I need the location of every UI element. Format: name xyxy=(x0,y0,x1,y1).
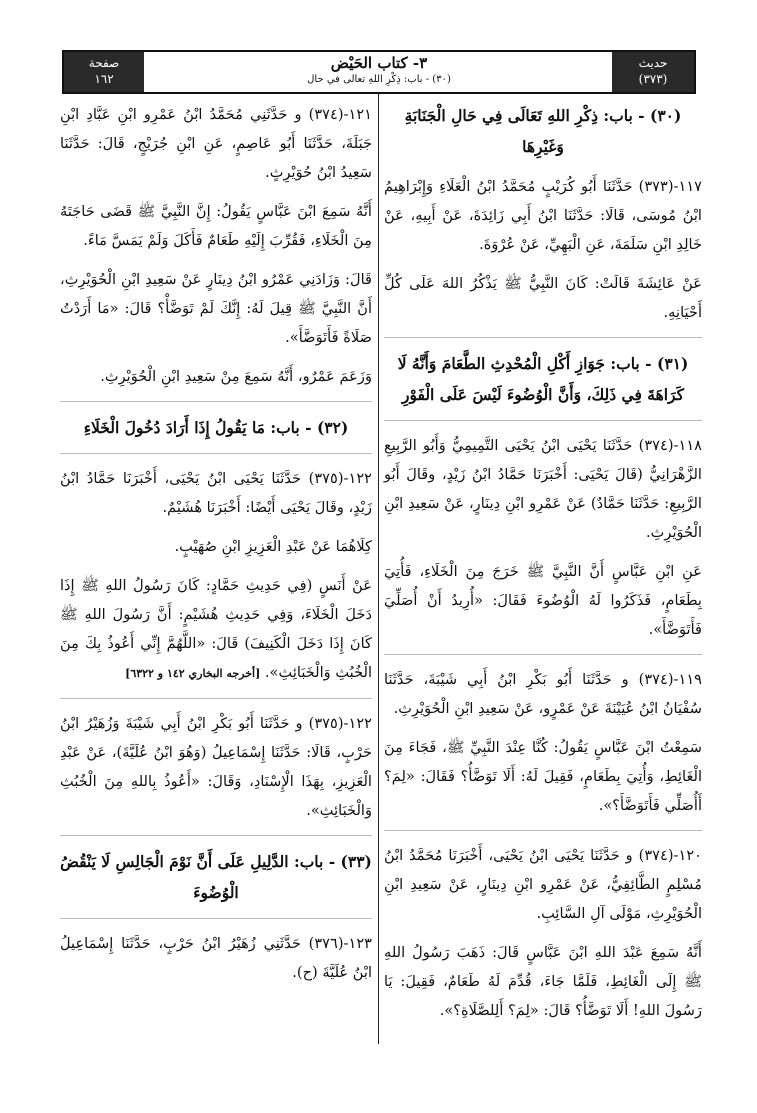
chapter-heading-33: (٣٣) - باب: الدَّلِيلِ عَلَى أَنَّ نَوْمَ الْجَالِسِ لَا يَنْقُضُ الْوُضُوءَ xyxy=(60,852,372,902)
separator xyxy=(384,830,702,831)
chapter-heading-32: (٣٢) - باب: مَا يَقُولُ إِذَا أَرَادَ دُخُولَ الْخَلَاءِ xyxy=(83,418,349,437)
separator xyxy=(60,453,372,454)
hadith-120-matn: أَنَّهُ سَمِعَ عَبْدَ اللهِ ابْنَ عَبَّاسٍ قَالَ: ذَهَبَ رَسُولُ اللهِ ﷺ إِلَى الْغَائِطِ، فَلَمَّا جَاءَ، قُدِّمَ لَهُ طَعَامٌ، فَقِيلَ: يَا رَسُولَ اللهِ! أَلَا تَوَضَّأُ؟ قَالَ: «لِمَ؟ أَلِلصَّلَاةِ؟». xyxy=(384,944,702,1019)
chapter-heading-31: (٣١) - باب: جَوَازِ أَكْلِ الْمُحْدِثِ الطَّعَامَ وَأَنَّهُ لَا كَرَاهَةَ فِي ذَلِكَ، وَأَنَّ الْوُضُوءَ لَيْسَ عَلَى الْفَوْرِ xyxy=(397,354,689,404)
hadith-119-isnad: ١١٩-(٣٧٤) و حَدَّثَنَا أَبُو بَكْرِ ابْنُ أَبِي شَيْبَةَ، حَدَّثَنَا سُفْيَانُ ابْنُ عُيَيْنَةَ عَنْ عَمْرٍو، عَنْ سَعِيدِ ابْنِ الْحُوَيْرِثِ. xyxy=(384,671,702,717)
page-header xyxy=(62,50,696,94)
hadith-number-box xyxy=(612,52,694,92)
right-column xyxy=(384,100,702,1035)
column-divider xyxy=(378,94,379,1044)
hadith-122-both: كِلَاهُمَا عَنْ عَبْدِ الْعَزِيزِ ابْنِ صُهَيْبٍ. xyxy=(174,538,372,555)
separator xyxy=(384,654,702,655)
separator xyxy=(384,337,702,338)
hadith-122-matn-text: عَنْ أَنَسٍ (فِي حَدِيثِ حَمَّادٍ: كَانَ رَسُولُ اللهِ ﷺ إِذَا دَخَلَ الْخَلَاءَ، وَفِي حَدِيثِ هُشَيْمٍ: أَنَّ رَسُولَ اللهِ ﷺ كَانَ إِذَا دَخَلَ الْكَنِيفَ) قَالَ: «اللَّهُمَّ إِنِّي أَعُوذُ بِكَ مِنَ الْخُبُثِ وَالْخَبَائِثِ». xyxy=(60,577,372,681)
hadith-117-matn: عَنْ عَائِشَةَ قَالَتْ: كَانَ النَّبِيُّ ﷺ يَذْكُرُ اللهَ عَلَى كُلِّ أَحْيَانِهِ. xyxy=(384,275,702,321)
chapter-heading-30: (٣٠) - باب: ذِكْرِ اللهِ تَعَالَى فِي حَالِ الْجَنَابَةِ وَغَيْرِهَا xyxy=(404,106,682,156)
hadith-121-matn: أَنَّهُ سَمِعَ ابْنَ عَبَّاسٍ يَقُولُ: إِنَّ النَّبِيَّ ﷺ قَضَى حَاجَتَهُ مِنَ الْخَلَاءِ، فَقُرِّبَ إِلَيْهِ طَعَامٌ فَأَكَلَ وَلَمْ يَمَسَّ مَاءً. xyxy=(60,203,372,249)
hadith-117-isnad: ١١٧-(٣٧٣) حَدَّثَنَا أَبُو كُرَيْبٍ مُحَمَّدُ ابْنُ الْعَلَاءِ وَإِبْرَاهِيمُ ابْنُ مُوسَى، قَالَا: حَدَّثَنَا ابْنُ أَبِي زَائِدَةَ، عَنْ أَبِيهِ، عَنْ خَالِدِ ابْنِ سَلَمَةَ، عَنِ الْبَهِيِّ، عَنْ عُرْوَةَ. xyxy=(384,178,702,253)
hadith-121-isnad: ١٢١-(٣٧٤) و حَدَّثَنِي مُحَمَّدُ ابْنُ عَمْرِو ابْنِ عَبَّادِ ابْنِ جَبَلَةَ، حَدَّثَنَا أَبُو عَاصِمٍ، عَنِ ابْنِ جُرَيْجٍ، قَالَ: حَدَّثَنَا سَعِيدُ ابْنُ حُوَيْرِثٍ. xyxy=(60,106,372,181)
separator xyxy=(384,420,702,421)
hadith-122-isnad: ١٢٢-(٣٧٥) حَدَّثَنَا يَحْيَى ابْنُ يَحْيَى، أَخْبَرَنَا حَمَّادُ ابْنُ زَيْدٍ، وقَالَ يَحْيَى أَيْضًا: أَخْبَرَنَا هُشَيْمٌ. xyxy=(60,470,372,516)
hadith-121-addition: قَالَ: وَزَادَنِي عَمْرُو ابْنُ دِينَارٍ عَنْ سَعِيدِ ابْنِ الْحُوَيْرِثِ، أَنَّ النَّبِيَّ ﷺ قِيلَ لَهُ: إِنَّكَ لَمْ تَوَضَّأْ؟ قَالَ: «مَا أَرَدْتُ صَلَاةً فَأَتَوَضَّأَ». xyxy=(60,271,372,346)
left-column xyxy=(60,100,372,997)
bab-running-title: (٣٠) - باب: ذِكْرِ اللهِ تعالى في حال xyxy=(307,74,451,85)
hadith-119-matn: سَمِعْتُ ابْنَ عَبَّاسٍ يَقُولُ: كُنَّا عِنْدَ النَّبِيِّ ﷺ، فَجَاءَ مِنَ الْغَائِطِ، وَأُتِيَ بِطَعَامٍ، فَقِيلَ لَهُ: أَلَا تَوَضَّأُ؟ فَقَالَ: «لِمَ؟ أَأُصَلِّي فَأَتَوَضَّأَ؟». xyxy=(384,739,702,814)
hadith-120-isnad: ١٢٠-(٣٧٤) و حَدَّثَنَا يَحْيَى ابْنُ يَحْيَى، أَخْبَرَنَا مُحَمَّدُ ابْنُ مُسْلِمٍ الطَّائِفِيُّ، عَنْ عَمْرِو ابْنِ دِينَارٍ، عَنْ سَعِيدِ ابْنِ الْحُوَيْرِثِ، مَوْلَى آلِ السَّائِبِ. xyxy=(384,847,702,922)
header-title xyxy=(154,52,604,92)
hadith-118-matn: عَنِ ابْنِ عَبَّاسٍ أَنَّ النَّبِيَّ ﷺ خَرَجَ مِنَ الْخَلَاءِ، فَأُتِيَ بِطَعَامٍ، فَذَكَرُوا لَهُ الْوُضُوءَ فَقَالَ: «أُرِيدُ أَنْ أُصَلِّيَ فَأَتَوَضَّأَ». xyxy=(384,563,702,638)
hadith-121-remark: وَزَعَمَ عَمْرٌو، أَنَّهُ سَمِعَ مِنْ سَعِيدِ ابْنِ الْحُوَيْرِثِ. xyxy=(100,368,372,385)
hadith-122-matn xyxy=(60,571,372,688)
hadith-118-isnad: ١١٨-(٣٧٤) حَدَّثَنَا يَحْيَى ابْنُ يَحْيَى التَّمِيمِيُّ وَأَبُو الرَّبِيعِ الزَّهْرَانِيُّ (قَالَ يَحْيَى: أَخْبَرَنَا حَمَّادُ ابْنُ زَيْدٍ، وقَالَ أَبُو الرَّبِيعِ: حَدَّثَنَا حَمَّادٌ) عَنْ عَمْرِو ابْنِ دِينَارٍ، عَنْ سَعِيدِ ابْنِ الْحُوَيْرِثِ. xyxy=(384,437,702,541)
kitab-title: ٣- كتاب الحَيْض xyxy=(330,54,428,72)
hadith-number: (٣٧٣) xyxy=(638,72,668,86)
hadith-123-isnad: ١٢٣-(٣٧٦) حَدَّثَنِي زُهَيْرُ ابْنُ حَرْبٍ، حَدَّثَنَا إِسْمَاعِيلُ ابْنُ عُلَيَّةَ (ح). xyxy=(60,935,372,981)
separator xyxy=(60,698,372,699)
page-number: ١٦٢ xyxy=(94,72,114,86)
separator xyxy=(60,835,372,836)
separator xyxy=(60,918,372,919)
page-label: صفحة xyxy=(88,56,120,70)
hadith-122b-isnad: ١٢٢-(٣٧٥) و حَدَّثَنَا أَبُو بَكْرِ ابْنُ أَبِي شَيْبَةَ وَزُهَيْرُ ابْنُ حَرْبٍ، قَالَا: حَدَّثَنَا إِسْمَاعِيلُ (وَهُوَ ابْنُ عُلَيَّةَ)، عَنْ عَبْدِ الْعَزِيزِ، بِهَذَا الْإِسْنَادِ، وَقَالَ: «أَعُوذُ بِاللهِ مِنَ الْخُبُثِ وَالْخَبَائِثِ». xyxy=(60,715,372,819)
takhrij-note: [أخرجه البخاري ١٤٢ و ٦٣٢٢] xyxy=(125,667,261,680)
page-number-box xyxy=(64,52,144,92)
separator xyxy=(60,401,372,402)
hadith-label: حديث xyxy=(638,56,668,70)
